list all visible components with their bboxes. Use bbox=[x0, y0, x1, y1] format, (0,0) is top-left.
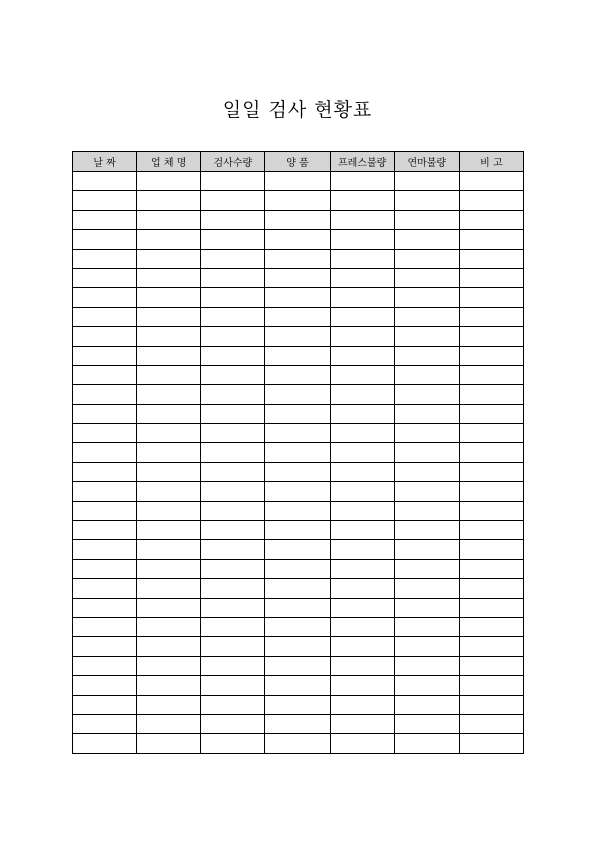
table-cell bbox=[394, 443, 459, 462]
table-cell bbox=[394, 714, 459, 733]
table-cell bbox=[201, 210, 265, 229]
table-cell bbox=[330, 288, 394, 307]
table-cell bbox=[394, 579, 459, 598]
table-cell bbox=[330, 501, 394, 520]
table-cell bbox=[265, 482, 330, 501]
table-cell bbox=[137, 734, 201, 753]
table-cell bbox=[137, 327, 201, 346]
table-cell bbox=[394, 559, 459, 578]
table-cell bbox=[265, 230, 330, 249]
table-row bbox=[73, 404, 524, 423]
table-cell bbox=[73, 676, 137, 695]
table-cell bbox=[265, 443, 330, 462]
table-cell bbox=[330, 734, 394, 753]
table-cell bbox=[459, 424, 523, 443]
column-header-polish-defect: 연마불량 bbox=[394, 152, 459, 172]
table-cell bbox=[137, 501, 201, 520]
table-cell bbox=[330, 637, 394, 656]
table-cell bbox=[330, 172, 394, 191]
table-cell bbox=[201, 424, 265, 443]
table-cell bbox=[73, 404, 137, 423]
table-cell bbox=[330, 656, 394, 675]
table-row bbox=[73, 462, 524, 481]
table-cell bbox=[73, 191, 137, 210]
table-cell bbox=[73, 501, 137, 520]
table-cell bbox=[265, 579, 330, 598]
table-cell bbox=[137, 424, 201, 443]
table-cell bbox=[330, 676, 394, 695]
table-row bbox=[73, 249, 524, 268]
table-cell bbox=[73, 172, 137, 191]
table-row bbox=[73, 346, 524, 365]
table-body bbox=[73, 172, 524, 754]
table-cell bbox=[73, 617, 137, 636]
table-cell bbox=[265, 540, 330, 559]
table-cell bbox=[394, 482, 459, 501]
table-cell bbox=[265, 307, 330, 326]
table-cell bbox=[73, 346, 137, 365]
table-cell bbox=[330, 540, 394, 559]
table-cell bbox=[73, 734, 137, 753]
table-cell bbox=[137, 230, 201, 249]
header-row bbox=[73, 152, 524, 172]
table-cell bbox=[459, 327, 523, 346]
table-cell bbox=[394, 521, 459, 540]
table-cell bbox=[459, 365, 523, 384]
table-row bbox=[73, 288, 524, 307]
table-cell bbox=[137, 695, 201, 714]
table-header bbox=[73, 152, 524, 172]
table-cell bbox=[330, 521, 394, 540]
table-cell bbox=[201, 443, 265, 462]
table-row bbox=[73, 210, 524, 229]
table-cell bbox=[201, 617, 265, 636]
table-cell bbox=[394, 210, 459, 229]
table-cell bbox=[394, 268, 459, 287]
table-cell bbox=[459, 288, 523, 307]
table-cell bbox=[201, 307, 265, 326]
table-row bbox=[73, 268, 524, 287]
table-cell bbox=[265, 191, 330, 210]
table-cell bbox=[73, 579, 137, 598]
table-cell bbox=[265, 288, 330, 307]
table-cell bbox=[73, 443, 137, 462]
document-title: 일일 검사 현황표 bbox=[222, 99, 373, 121]
table-cell bbox=[394, 656, 459, 675]
table-cell bbox=[330, 210, 394, 229]
table-cell bbox=[73, 307, 137, 326]
inspection-table bbox=[72, 151, 524, 754]
table-cell bbox=[73, 559, 137, 578]
table-cell bbox=[459, 346, 523, 365]
table-row bbox=[73, 637, 524, 656]
table-cell bbox=[394, 676, 459, 695]
table-cell bbox=[330, 559, 394, 578]
table-cell bbox=[137, 288, 201, 307]
table-cell bbox=[265, 210, 330, 229]
table-cell bbox=[330, 443, 394, 462]
table-cell bbox=[201, 385, 265, 404]
table-cell bbox=[265, 404, 330, 423]
table-row bbox=[73, 327, 524, 346]
table-cell bbox=[330, 346, 394, 365]
table-cell bbox=[137, 385, 201, 404]
table-cell bbox=[201, 734, 265, 753]
table-cell bbox=[137, 268, 201, 287]
table-cell bbox=[394, 695, 459, 714]
table-row bbox=[73, 521, 524, 540]
table-cell bbox=[73, 637, 137, 656]
table-cell bbox=[73, 656, 137, 675]
table-row bbox=[73, 676, 524, 695]
table-cell bbox=[201, 404, 265, 423]
table-cell bbox=[394, 365, 459, 384]
table-cell bbox=[137, 365, 201, 384]
table-cell bbox=[201, 637, 265, 656]
table-row bbox=[73, 482, 524, 501]
table-cell bbox=[265, 462, 330, 481]
table-cell bbox=[265, 424, 330, 443]
table-cell bbox=[137, 714, 201, 733]
table-row bbox=[73, 714, 524, 733]
table-cell bbox=[201, 695, 265, 714]
table-cell bbox=[459, 443, 523, 462]
table-cell bbox=[265, 268, 330, 287]
column-header-press-defect: 프레스불량 bbox=[330, 152, 394, 172]
table-cell bbox=[265, 559, 330, 578]
table-cell bbox=[73, 462, 137, 481]
table-cell bbox=[73, 365, 137, 384]
table-row bbox=[73, 579, 524, 598]
table-cell bbox=[394, 385, 459, 404]
table-cell bbox=[137, 210, 201, 229]
table-cell bbox=[137, 579, 201, 598]
table-cell bbox=[459, 210, 523, 229]
table-cell bbox=[137, 637, 201, 656]
table-cell bbox=[201, 579, 265, 598]
table-cell bbox=[73, 482, 137, 501]
table-cell bbox=[265, 734, 330, 753]
table-cell bbox=[459, 482, 523, 501]
table-cell bbox=[330, 268, 394, 287]
table-row bbox=[73, 191, 524, 210]
table-row bbox=[73, 501, 524, 520]
table-cell bbox=[330, 598, 394, 617]
table-row bbox=[73, 734, 524, 753]
table-cell bbox=[330, 365, 394, 384]
column-header-company: 업 체 명 bbox=[137, 152, 201, 172]
table-cell bbox=[265, 598, 330, 617]
table-row bbox=[73, 307, 524, 326]
table-cell bbox=[73, 385, 137, 404]
table-cell bbox=[137, 307, 201, 326]
table-cell bbox=[137, 676, 201, 695]
table-cell bbox=[201, 676, 265, 695]
table-cell bbox=[265, 714, 330, 733]
table-cell bbox=[265, 617, 330, 636]
table-row bbox=[73, 617, 524, 636]
table-cell bbox=[459, 656, 523, 675]
table-cell bbox=[459, 268, 523, 287]
table-cell bbox=[394, 346, 459, 365]
column-header-date: 날 짜 bbox=[73, 152, 137, 172]
table-row bbox=[73, 695, 524, 714]
table-cell bbox=[459, 676, 523, 695]
table-cell bbox=[201, 714, 265, 733]
table-cell bbox=[459, 307, 523, 326]
table-cell bbox=[265, 676, 330, 695]
table-cell bbox=[394, 307, 459, 326]
table-cell bbox=[394, 637, 459, 656]
table-cell bbox=[265, 521, 330, 540]
table-cell bbox=[265, 695, 330, 714]
table-cell bbox=[201, 656, 265, 675]
table-cell bbox=[73, 288, 137, 307]
table-cell bbox=[137, 540, 201, 559]
table-row bbox=[73, 598, 524, 617]
table-cell bbox=[459, 637, 523, 656]
table-cell bbox=[137, 482, 201, 501]
table-cell bbox=[330, 714, 394, 733]
table-cell bbox=[201, 462, 265, 481]
table-cell bbox=[394, 172, 459, 191]
table-cell bbox=[459, 230, 523, 249]
table-cell bbox=[459, 734, 523, 753]
table-cell bbox=[201, 327, 265, 346]
table-cell bbox=[137, 191, 201, 210]
table-cell bbox=[394, 424, 459, 443]
table-cell bbox=[137, 559, 201, 578]
table-cell bbox=[330, 307, 394, 326]
table-cell bbox=[330, 191, 394, 210]
table-cell bbox=[459, 714, 523, 733]
table-row bbox=[73, 365, 524, 384]
table-cell bbox=[137, 443, 201, 462]
table-cell bbox=[459, 579, 523, 598]
table-cell bbox=[137, 462, 201, 481]
table-cell bbox=[459, 540, 523, 559]
table-cell bbox=[201, 288, 265, 307]
column-header-good: 양 품 bbox=[265, 152, 330, 172]
column-header-remarks: 비 고 bbox=[459, 152, 523, 172]
table-cell bbox=[394, 734, 459, 753]
table-cell bbox=[459, 559, 523, 578]
table-cell bbox=[73, 714, 137, 733]
table-cell bbox=[330, 579, 394, 598]
table-row bbox=[73, 656, 524, 675]
table-cell bbox=[201, 172, 265, 191]
column-header-inspection-qty: 검사수량 bbox=[201, 152, 265, 172]
table-cell bbox=[265, 656, 330, 675]
table-cell bbox=[201, 559, 265, 578]
table-row bbox=[73, 230, 524, 249]
table-cell bbox=[201, 346, 265, 365]
table-cell bbox=[394, 598, 459, 617]
table-cell bbox=[394, 230, 459, 249]
table-cell bbox=[201, 249, 265, 268]
table-row bbox=[73, 385, 524, 404]
table-row bbox=[73, 443, 524, 462]
table-cell bbox=[394, 617, 459, 636]
table-cell bbox=[459, 598, 523, 617]
table-cell bbox=[137, 521, 201, 540]
table-cell bbox=[73, 268, 137, 287]
table-cell bbox=[330, 424, 394, 443]
table-cell bbox=[265, 346, 330, 365]
table-cell bbox=[201, 521, 265, 540]
table-cell bbox=[137, 617, 201, 636]
table-cell bbox=[394, 501, 459, 520]
table-cell bbox=[201, 598, 265, 617]
table-cell bbox=[265, 327, 330, 346]
table-row bbox=[73, 424, 524, 443]
table-cell bbox=[137, 172, 201, 191]
table-cell bbox=[73, 598, 137, 617]
table-cell bbox=[459, 501, 523, 520]
table-cell bbox=[330, 695, 394, 714]
table-cell bbox=[137, 598, 201, 617]
table-cell bbox=[459, 521, 523, 540]
table-cell bbox=[459, 462, 523, 481]
table-cell bbox=[459, 191, 523, 210]
table-cell bbox=[330, 462, 394, 481]
table-row bbox=[73, 540, 524, 559]
table-cell bbox=[330, 617, 394, 636]
table-cell bbox=[330, 482, 394, 501]
table-cell bbox=[330, 327, 394, 346]
table-cell bbox=[394, 288, 459, 307]
table-cell bbox=[459, 385, 523, 404]
table-cell bbox=[73, 695, 137, 714]
table-row bbox=[73, 559, 524, 578]
table-cell bbox=[459, 617, 523, 636]
table-cell bbox=[459, 404, 523, 423]
table-cell bbox=[265, 365, 330, 384]
table-cell bbox=[265, 249, 330, 268]
table-cell bbox=[201, 268, 265, 287]
table-cell bbox=[330, 404, 394, 423]
table-cell bbox=[201, 365, 265, 384]
table-cell bbox=[394, 191, 459, 210]
table-cell bbox=[459, 249, 523, 268]
table-cell bbox=[201, 482, 265, 501]
table-cell bbox=[459, 695, 523, 714]
table-cell bbox=[137, 404, 201, 423]
table-cell bbox=[201, 540, 265, 559]
table-cell bbox=[201, 230, 265, 249]
table-cell bbox=[265, 172, 330, 191]
table-cell bbox=[137, 249, 201, 268]
table-cell bbox=[330, 249, 394, 268]
table-cell bbox=[73, 424, 137, 443]
table-cell bbox=[73, 230, 137, 249]
table-cell bbox=[73, 540, 137, 559]
table-cell bbox=[265, 385, 330, 404]
table-cell bbox=[394, 327, 459, 346]
table-cell bbox=[459, 172, 523, 191]
table-cell bbox=[265, 501, 330, 520]
table-cell bbox=[330, 230, 394, 249]
table-cell bbox=[201, 191, 265, 210]
table-row bbox=[73, 172, 524, 191]
table-cell bbox=[73, 210, 137, 229]
table-cell bbox=[265, 637, 330, 656]
table-cell bbox=[73, 327, 137, 346]
table-cell bbox=[137, 656, 201, 675]
table-cell bbox=[73, 249, 137, 268]
table-cell bbox=[394, 540, 459, 559]
table-cell bbox=[73, 521, 137, 540]
table-cell bbox=[394, 404, 459, 423]
table-cell bbox=[137, 346, 201, 365]
table-cell bbox=[330, 385, 394, 404]
table-cell bbox=[394, 462, 459, 481]
table-cell bbox=[201, 501, 265, 520]
table-cell bbox=[394, 249, 459, 268]
